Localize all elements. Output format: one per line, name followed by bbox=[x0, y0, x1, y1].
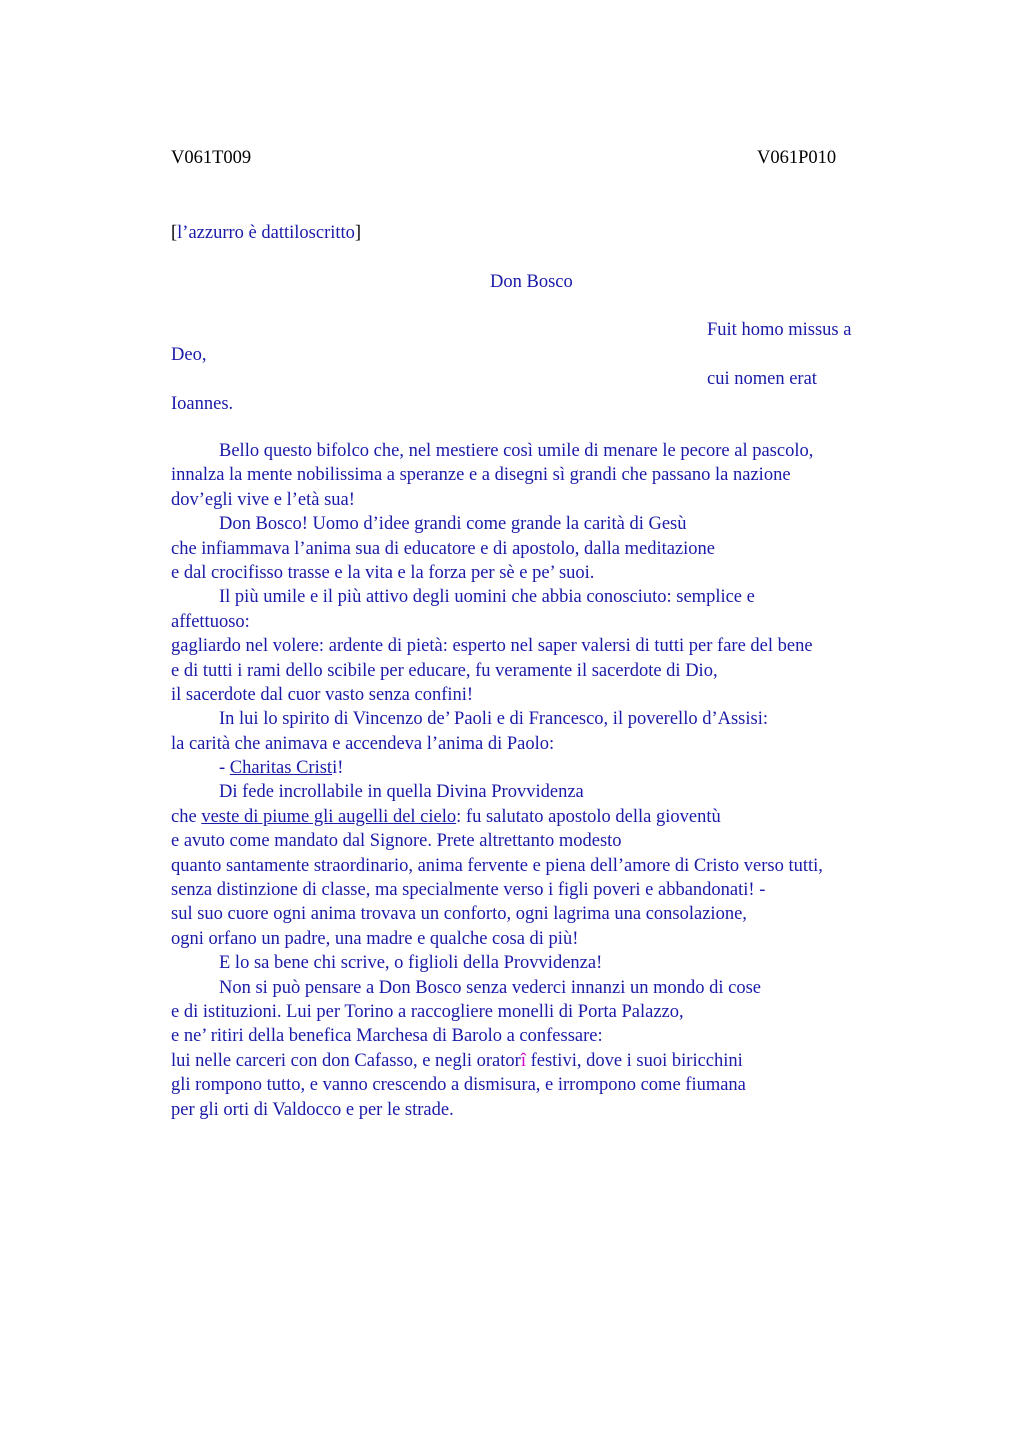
text-line: Il più umile e il più attivo degli uomini che abbia conosciuto: semplice e bbox=[219, 587, 755, 608]
epigraph-line-2: Deo, bbox=[171, 345, 207, 365]
text-line: e di istituzioni. Lui per Torino a raccogliere monelli di Porta Palazzo, bbox=[171, 1001, 684, 1022]
text-line: e ne’ ritiri della benefica Marchesa di Barolo a confessare: bbox=[171, 1026, 603, 1047]
underlined-quote: veste di piume gli augelli del cielo bbox=[201, 806, 457, 827]
text-line: per gli orti di Valdocco e per le strade. bbox=[171, 1099, 454, 1120]
text-line: quanto santamente straordinario, anima fervente e piena dell’amore di Cristo verso tutti, bbox=[171, 855, 823, 876]
text-line bbox=[171, 1049, 931, 1073]
note-text: l’azzurro è dattiloscritto bbox=[177, 223, 355, 243]
text-line: il sacerdote dal cuor vasto senza confini! bbox=[171, 684, 474, 705]
page-code-left: V061T009 bbox=[171, 148, 252, 168]
note-open-bracket: [ bbox=[171, 223, 178, 243]
text-line: ogni orfano un padre, una madre e qualche cosa di più! bbox=[171, 928, 579, 949]
epigraph-line-4: Ioannes. bbox=[171, 394, 234, 414]
editorial-note bbox=[171, 221, 361, 245]
text-line: E lo sa bene chi scrive, o figlioli della Provvidenza! bbox=[219, 953, 603, 974]
body-text bbox=[171, 439, 931, 1122]
text-segment: che bbox=[171, 806, 202, 827]
text-line: sul suo cuore ogni anima trovava un conforto, ogni lagrima una consolazione, bbox=[171, 904, 747, 925]
epigraph-line-3: cui nomen erat bbox=[707, 369, 817, 389]
text-line: Non si può pensare a Don Bosco senza vederci innanzi un mondo di cose bbox=[219, 977, 762, 998]
text-line: dov’egli vive e l’età sua! bbox=[171, 489, 355, 510]
note-close-bracket: ] bbox=[354, 223, 362, 243]
epigraph-line-1: Fuit homo missus a bbox=[707, 320, 852, 340]
text-line: e dal crocifisso trasse e la vita e la forza per sè e pe’ suoi. bbox=[171, 562, 595, 583]
correction-mark: î bbox=[520, 1050, 526, 1071]
text-line: la carità che animava e accendeva l’anima di Paolo: bbox=[171, 733, 555, 754]
text-line: Don Bosco! Uomo d’idee grandi come grande la carità di Gesù bbox=[219, 514, 687, 535]
text-line: gli rompono tutto, e vanno crescendo a dismisura, e irrompono come fiumana bbox=[171, 1075, 746, 1096]
text-line bbox=[171, 805, 931, 829]
page-code-right: V061P010 bbox=[757, 148, 837, 168]
quote-end: i! bbox=[332, 758, 344, 779]
text-line: e avuto come mandato dal Signore. Prete altrettanto modesto bbox=[171, 831, 622, 852]
text-segment: lui nelle carceri con don Cafasso, e negli orator bbox=[171, 1050, 521, 1071]
text-segment: : fu salutato apostolo della gioventù bbox=[456, 806, 721, 827]
text-line: e di tutti i rami dello scibile per educare, fu veramente il sacerdote di Dio, bbox=[171, 660, 718, 681]
dash: - bbox=[219, 758, 230, 779]
text-line: Bello questo bifolco che, nel mestiere così umile di menare le pecore al pascolo, bbox=[219, 441, 814, 461]
text-line: innalza la mente nobilissima a speranze e a disegni sì grandi che passano la nazione bbox=[171, 465, 791, 486]
text-line: In lui lo spirito di Vincenzo de’ Paoli e di Francesco, il poverello d’Assisi: bbox=[219, 709, 768, 730]
text-line bbox=[171, 756, 931, 780]
text-line: affettuoso: bbox=[171, 611, 250, 632]
text-line: che infiammava l’anima sua di educatore e di apostolo, dalla meditazione bbox=[171, 538, 715, 559]
text-line: gagliardo nel volere: ardente di pietà: esperto nel saper valersi di tutti per fare del bene bbox=[171, 636, 813, 657]
text-line: Di fede incrollabile in quella Divina Provvidenza bbox=[219, 782, 584, 803]
text-segment: festivi, dove i suoi biricchini bbox=[525, 1050, 743, 1071]
document-title: Don Bosco bbox=[490, 272, 573, 292]
text-line: senza distinzione di classe, ma specialmente verso i figli poveri e abbandonati! - bbox=[171, 880, 766, 901]
underlined-quote: Charitas Crist bbox=[229, 758, 333, 779]
